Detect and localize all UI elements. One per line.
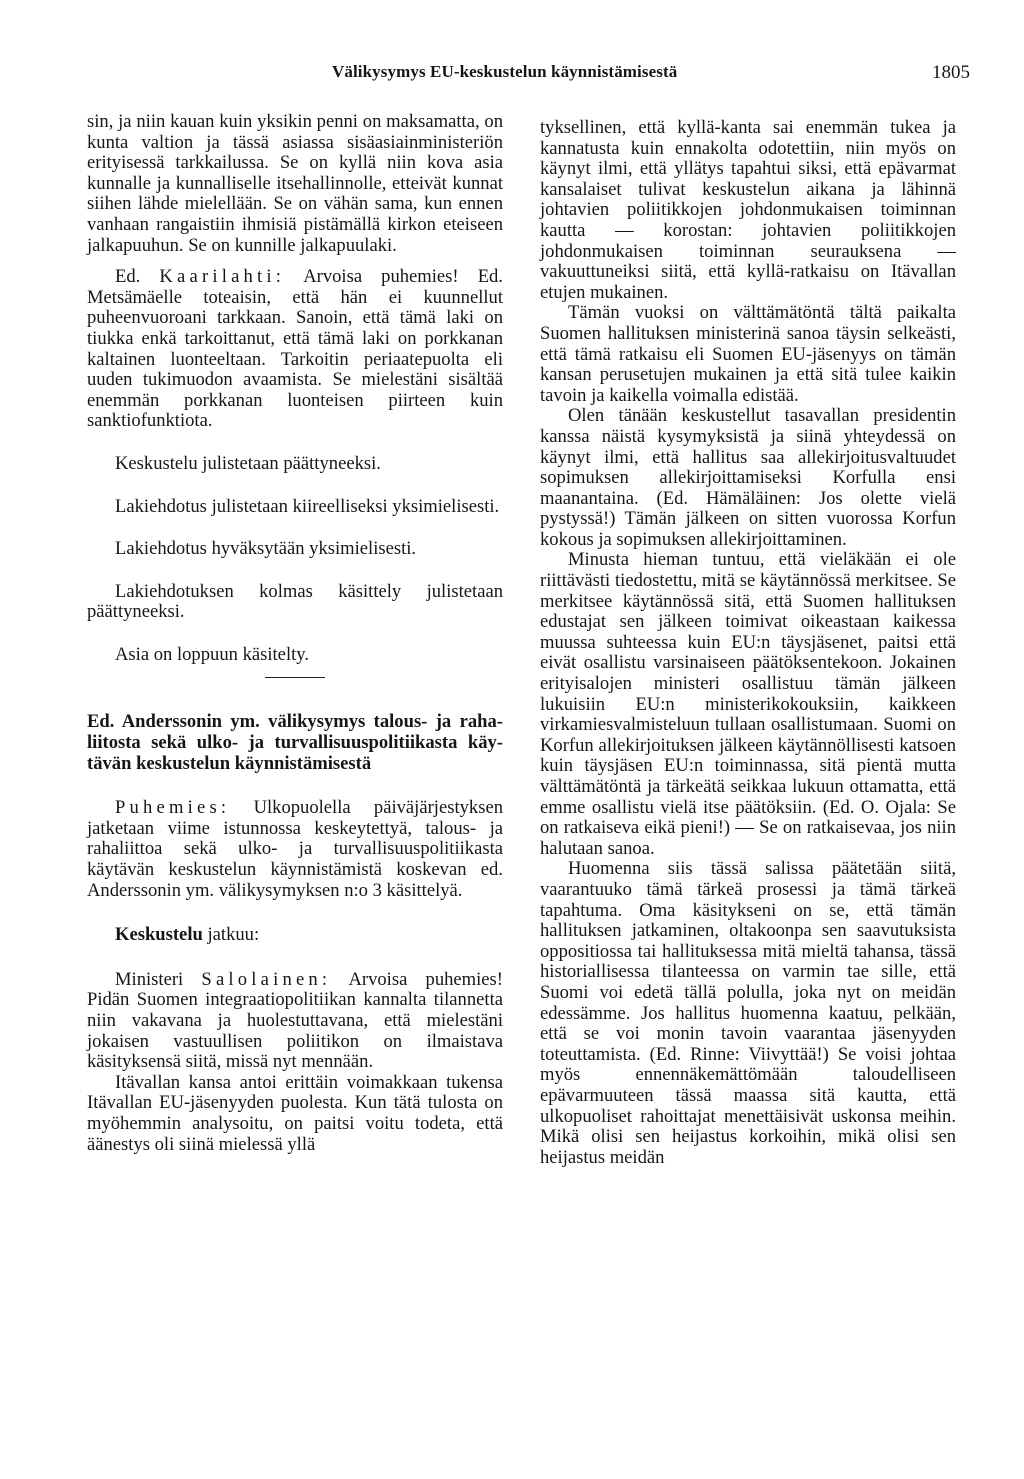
speech-text: Arvoisa puhemies! Ed. Metsämäelle toteaisin, että hän ei kuunnellut puheenvuoroani tarkkaan. Sanoin, että tämä laki on tiukka enkä tarkoittanut, että tämä laki on porkkanan kaltainen luonteeltaan. Tarkoitin periaatepuolta eli uuden tukimuodon avaamista. Se mielestäni sisältää enemmän porkkanan luonteisen piirteen kuin sanktiofunktiota. [87, 266, 504, 432]
paragraph: Itävallan kansa antoi erittäin voimakkaan tukensa Itävallan EU-jäsenyyden puolesta. Kun tätä tulosta on myöhemmin analysoitu, on paitsi voitu todeta, että äänestys oli siinä mielessä yllä [87, 1071, 503, 1155]
paragraph: Tämän vuoksi on välttämätöntä tältä paikalta Suomen hallituksen ministerinä sanoa täysin selkeästi, että tämä ratkaisu eli Suomen EU-jäsenyys on tämän kansan perusetujen mukainen ja että sitä tulee kaikin tavoin ja kaikella voimalla edistää. [540, 302, 956, 406]
paragraph: Minusta hieman tuntuu, että vieläkään ei ole riittävästi tiedostettu, mitä se käytännössä merkitsee. Se merkitsee käytännössä sitä, että Suomen hallituksen edustajat sen jälkeen toimivat oikeastaan kaikessa muussa suhteessa kuin EU:n täysjäsenet, paitsi että eivät osallistu varsinaiseen päätöksentekoon. Jokainen erityisalojen ministeri osallistuu tämän jälkeen lukuisiin EU:n ministerikokouksiin, kaikkeen virkamiesvalmisteluun tullaan osallistumaan. Suomi on Korfun allekirjoituksen jälkeen käytännöllisesti katsoen kuin täysjäsen EU:n toiminnassa, sitä pientä mutta välttämätöntä ja tärkeätä seikkaa lukuun ottamatta, että emme osallistu vielä itse päätöksiin. (Ed. O. Ojala: Se on ratkaiseva eikä pieni!) — Se on ratkaisevaa, jos niin halutaan sanoa. [540, 549, 956, 859]
paragraph: Lakiehdotuksen kolmas käsittely julistetaan päättyneeksi. [87, 580, 503, 623]
speaker-name: Puhemies: [115, 797, 231, 819]
page-number: 1805 [932, 62, 970, 83]
speech-text: Arvoisa puhemies! Pidän Suomen integraatiopolitiikan kannalta tilannetta niin vakavana ja huolestuttavana, että mielestäni jokaisen vastuullisen poliitikon on ilmaistava käsityksensä siitä, missä nyt mennään. [87, 968, 503, 1073]
bold-label: Keskustelu [115, 924, 203, 946]
paragraph: Huomenna siis tässä salissa päätetään siitä, vaarantuuko tämä tärkeä prosessi ja tämä tärkeä tapahtuma. Oma käsitykseni on se, että tämän hallituksen jatkaminen, oltakoonpa sen saavutuksista oppositiossa tai hallituksessa mitä mieltä tahansa, tässä historiallisessa tilanteessa on varmin tae sille, että Suomi voi edetä tällä polulla, joka nyt on meidän edessämme. Jos hallitus huomenna kaatuu, pelkään, että se voi monin tavoin vaarantaa jäsenyyden toteuttamista. (Ed. Rinne: Viivyttää!) Se voisi johtaa myös ennennäkemättömään taloudelliseen epävarmuuteen tässä maassa sitä kautta, että ulkopuoliset rahoittajat menettäisivät uskonsa meihin. Mikä olisi sen heijastus korkoihin, mikä olisi sen heijastus meidän [540, 858, 956, 1168]
paragraph-kaarilahti [87, 267, 503, 432]
paragraph: Asia on loppuun käsitelty. [115, 643, 310, 665]
paragraph: tyksellinen, että kyllä-kanta sai enemmän tukea ja kannatusta kuin ennakolta odotettiin, niin myös on käynyt ilmi, että yllätys tapahtui siksi, että epävarmat kansalaiset tulivat keskustelun aikana ja lähinnä johtavien poliitikkojen johdonmukaisen toiminnan kautta — korostan: johtavien poliitikkojen johdonmukaisen toiminnan seurauksena — vakuuttuneiksi siitä, että kyllä-ratkaisu on Itävallan etujen mukainen. [540, 117, 956, 303]
left-column [87, 112, 503, 1155]
paragraph: Olen tänään keskustellut tasavallan presidentin kanssa näistä kysymyksistä ja siinä yhteydessä on käynyt ilmi, että hallitus saa allekirjoitusvaltuudet sopimuksen allekirjoittamiseksi Korfulla ensi maanantaina. (Ed. Hämäläinen: Jos olette vielä pystyssä!) Tämän jälkeen on sitten vuorossa Korfun kokous ja sopimuksen allekirjoittaminen. [540, 405, 956, 550]
paragraph: Lakiehdotus julistetaan kiireelliseksi yksimielisesti. [115, 495, 500, 517]
running-title: Välikysymys EU-keskustelun käynnistämisestä [332, 62, 678, 81]
paragraph: sin, ja niin kauan kuin yksikin penni on maksamatta, on kunta valtion ja tässä asiassa sisäasiainministeriön erityisessä tarkkailussa. Se on kyllä niin kova asia kunnalle ja kunnalliselle itsehallinnolle, etteivät kunnat siihen lähde mielellään. Se on vähän sama, kun ennen vanhaan rangaistiin ihmisiä pistämällä kirkon eteiseen jalkapuuhun. Se on kunnille jalkapuulaki. [87, 111, 503, 256]
speaker-name: Salolainen: [201, 968, 332, 990]
paragraph-keskustelu [87, 925, 503, 946]
paragraph: Lakiehdotus hyväksytään yksimielisesti. [115, 538, 417, 560]
section-heading: Ed. Anderssonin ym. välikysymys talous- ja rahaliitosta sekä ulko- ja turvallisuuspolitiikasta käytävän keskustelun käynnistämisestä [87, 711, 503, 774]
speaker-prefix: Ed. [115, 266, 141, 288]
running-header [0, 62, 1024, 88]
section-divider [265, 677, 325, 678]
right-column [540, 118, 956, 1168]
speaker-prefix: Ministeri [115, 968, 184, 990]
paragraph-puhemies [87, 798, 503, 901]
speech-text: Ulkopuolella päiväjärjestyksen jatketaan viime istunnossa keskeytettyä, talous- ja rahaliittoa sekä ulko- ja turvallisuuspolitiikasta käytävän keskustelun käynnistämistä koskevan ed. Anderssonin ym. välikysymyksen n:o 3 käsittelyä. [87, 797, 503, 901]
speaker-name: Kaarilahti: [159, 266, 286, 288]
paragraph: Keskustelu julistetaan päättyneeksi. [115, 452, 381, 474]
paragraph-salolainen [87, 970, 503, 1073]
label-rest: jatkuu: [207, 924, 260, 946]
